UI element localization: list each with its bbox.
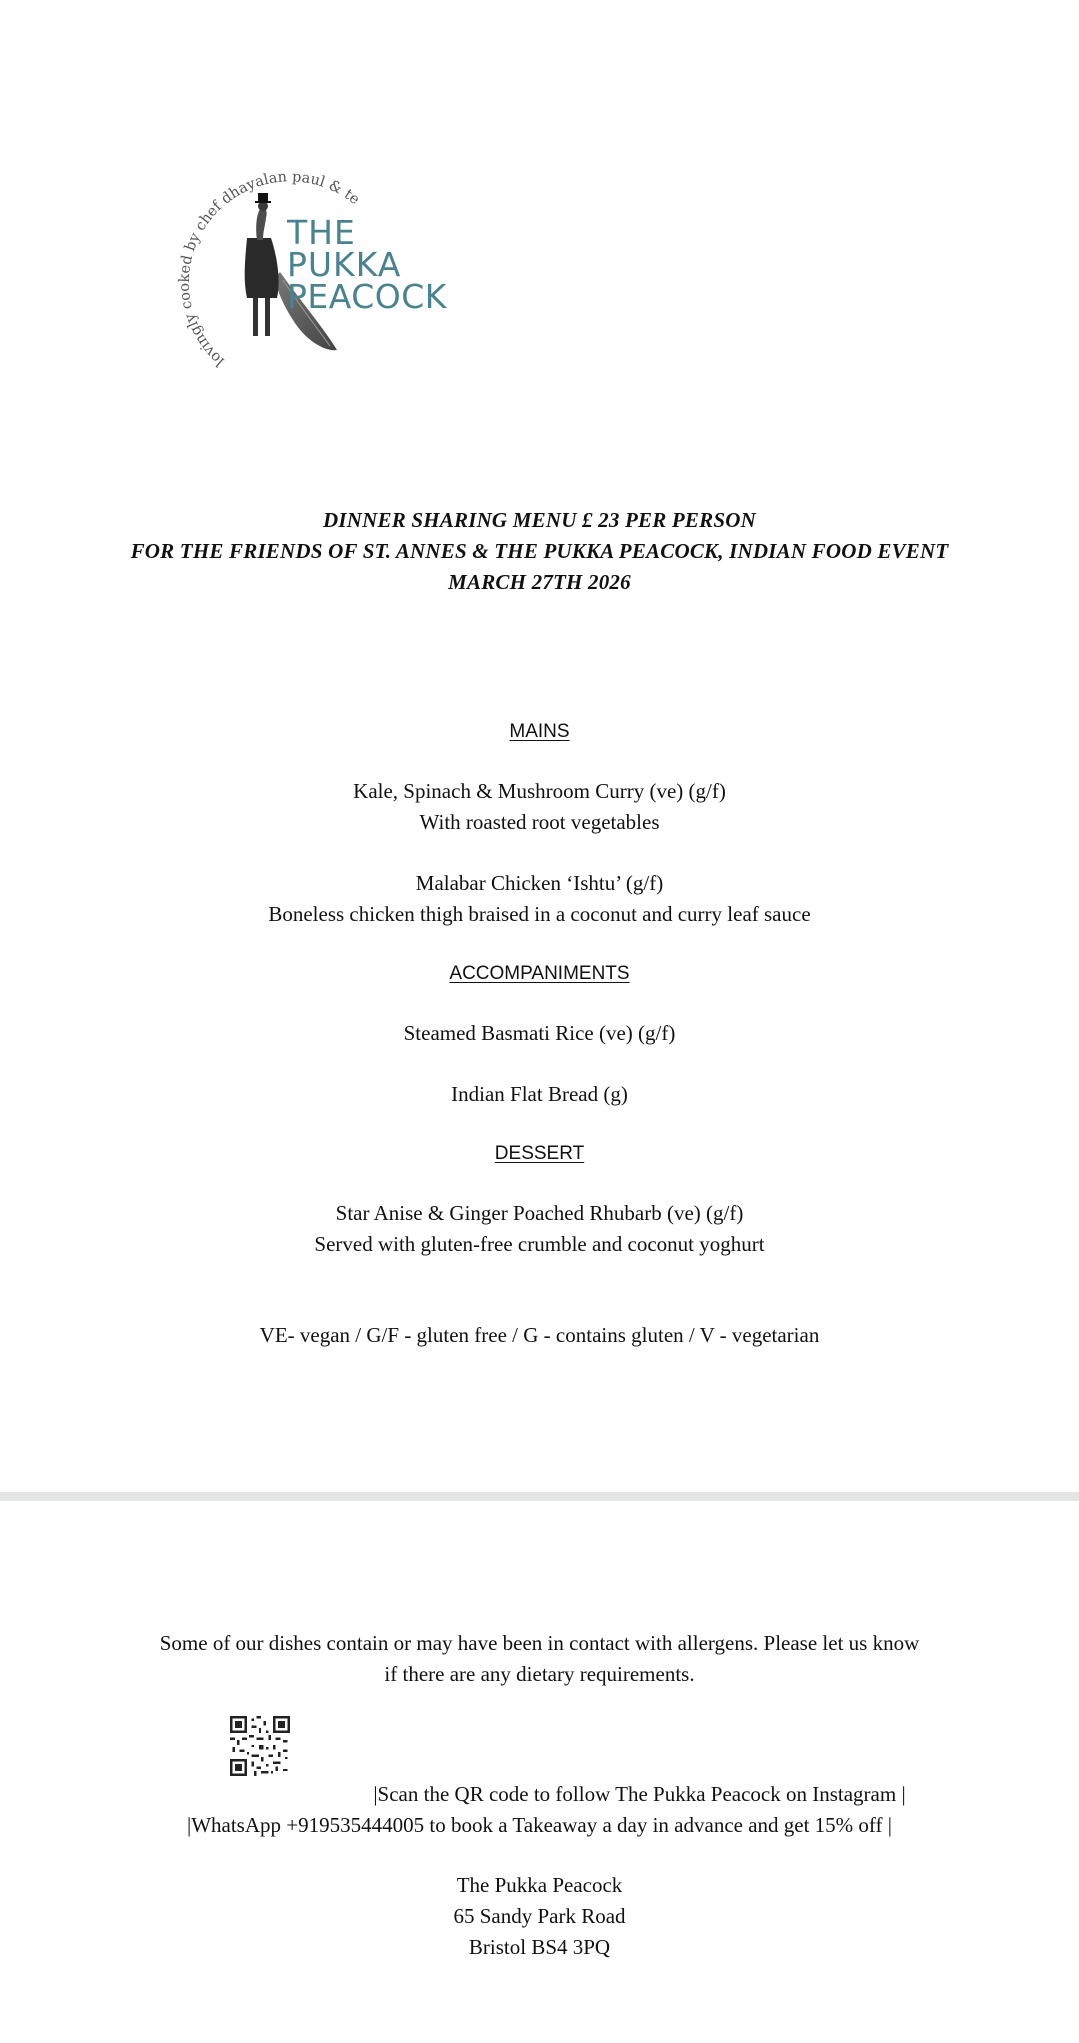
page-divider [0,1492,1079,1501]
menu-item-name: Indian Flat Bread (g) [451,1082,628,1106]
header-line-date: MARCH 27TH 2026 [448,570,631,594]
address-line: 65 Sandy Park Road [453,1904,626,1928]
instagram-line: |Scan the QR code to follow The Pukka Peacock on Instagram | [373,1782,906,1806]
section-heading-accompaniments: ACCOMPANIMENTS [449,963,630,984]
header-line-price: DINNER SHARING MENU £ 23 PER PERSON [323,508,756,532]
header-line-event: FOR THE FRIENDS OF ST. ANNES & THE PUKKA PEACOCK, INDIAN FOOD EVENT [130,539,949,563]
footer-page [0,1501,1079,2043]
menu-header [0,505,1079,598]
logo-brand-the: THE [287,213,356,252]
menu-item-description: Boneless chicken thigh braised in a coconut and curry leaf sauce [268,902,811,926]
address-line: Bristol BS4 3PQ [468,1935,611,1959]
social-info [0,1779,1079,1841]
whatsapp-line: |WhatsApp +919535444005 to book a Takeaway a day in advance and get 15% off | [187,1813,892,1837]
section-heading-dessert: DESSERT [494,1143,585,1164]
allergen-line: Some of our dishes contain or may have been in contact with allergens. Please let us know [159,1631,920,1655]
menu-item-name: Malabar Chicken ‘Ishtu’ (g/f) [415,871,664,895]
allergen-notice [0,1628,1079,1690]
pukka-peacock-logo [165,160,465,370]
menu-item-name: Star Anise & Ginger Poached Rhubarb (ve) (g/f) [335,1201,744,1225]
menu-item-name: Kale, Spinach & Mushroom Curry (ve) (g/f) [353,779,726,803]
logo-arc-text: lovingly cooked by chef dhayalan paul & te [176,169,363,370]
menu-item-description: With roasted root vegetables [419,810,660,834]
logo-brand-pukka: PUKKA [287,245,402,284]
address-line: The Pukka Peacock [456,1873,623,1897]
allergen-line: if there are any dietary requirements. [384,1662,695,1686]
restaurant-address [0,1870,1079,1963]
qr-code-icon[interactable] [230,1716,290,1776]
menu-item-name: Steamed Basmati Rice (ve) (g/f) [403,1021,676,1045]
menu-body [0,718,1079,1351]
dietary-key: VE- vegan / G/F - gluten free / G - contains gluten / V - vegetarian [259,1323,820,1347]
menu-item-description: Served with gluten-free crumble and coconut yoghurt [314,1232,765,1256]
logo-brand-peacock: PEACOCK [287,277,447,316]
section-heading-mains: MAINS [509,721,570,742]
